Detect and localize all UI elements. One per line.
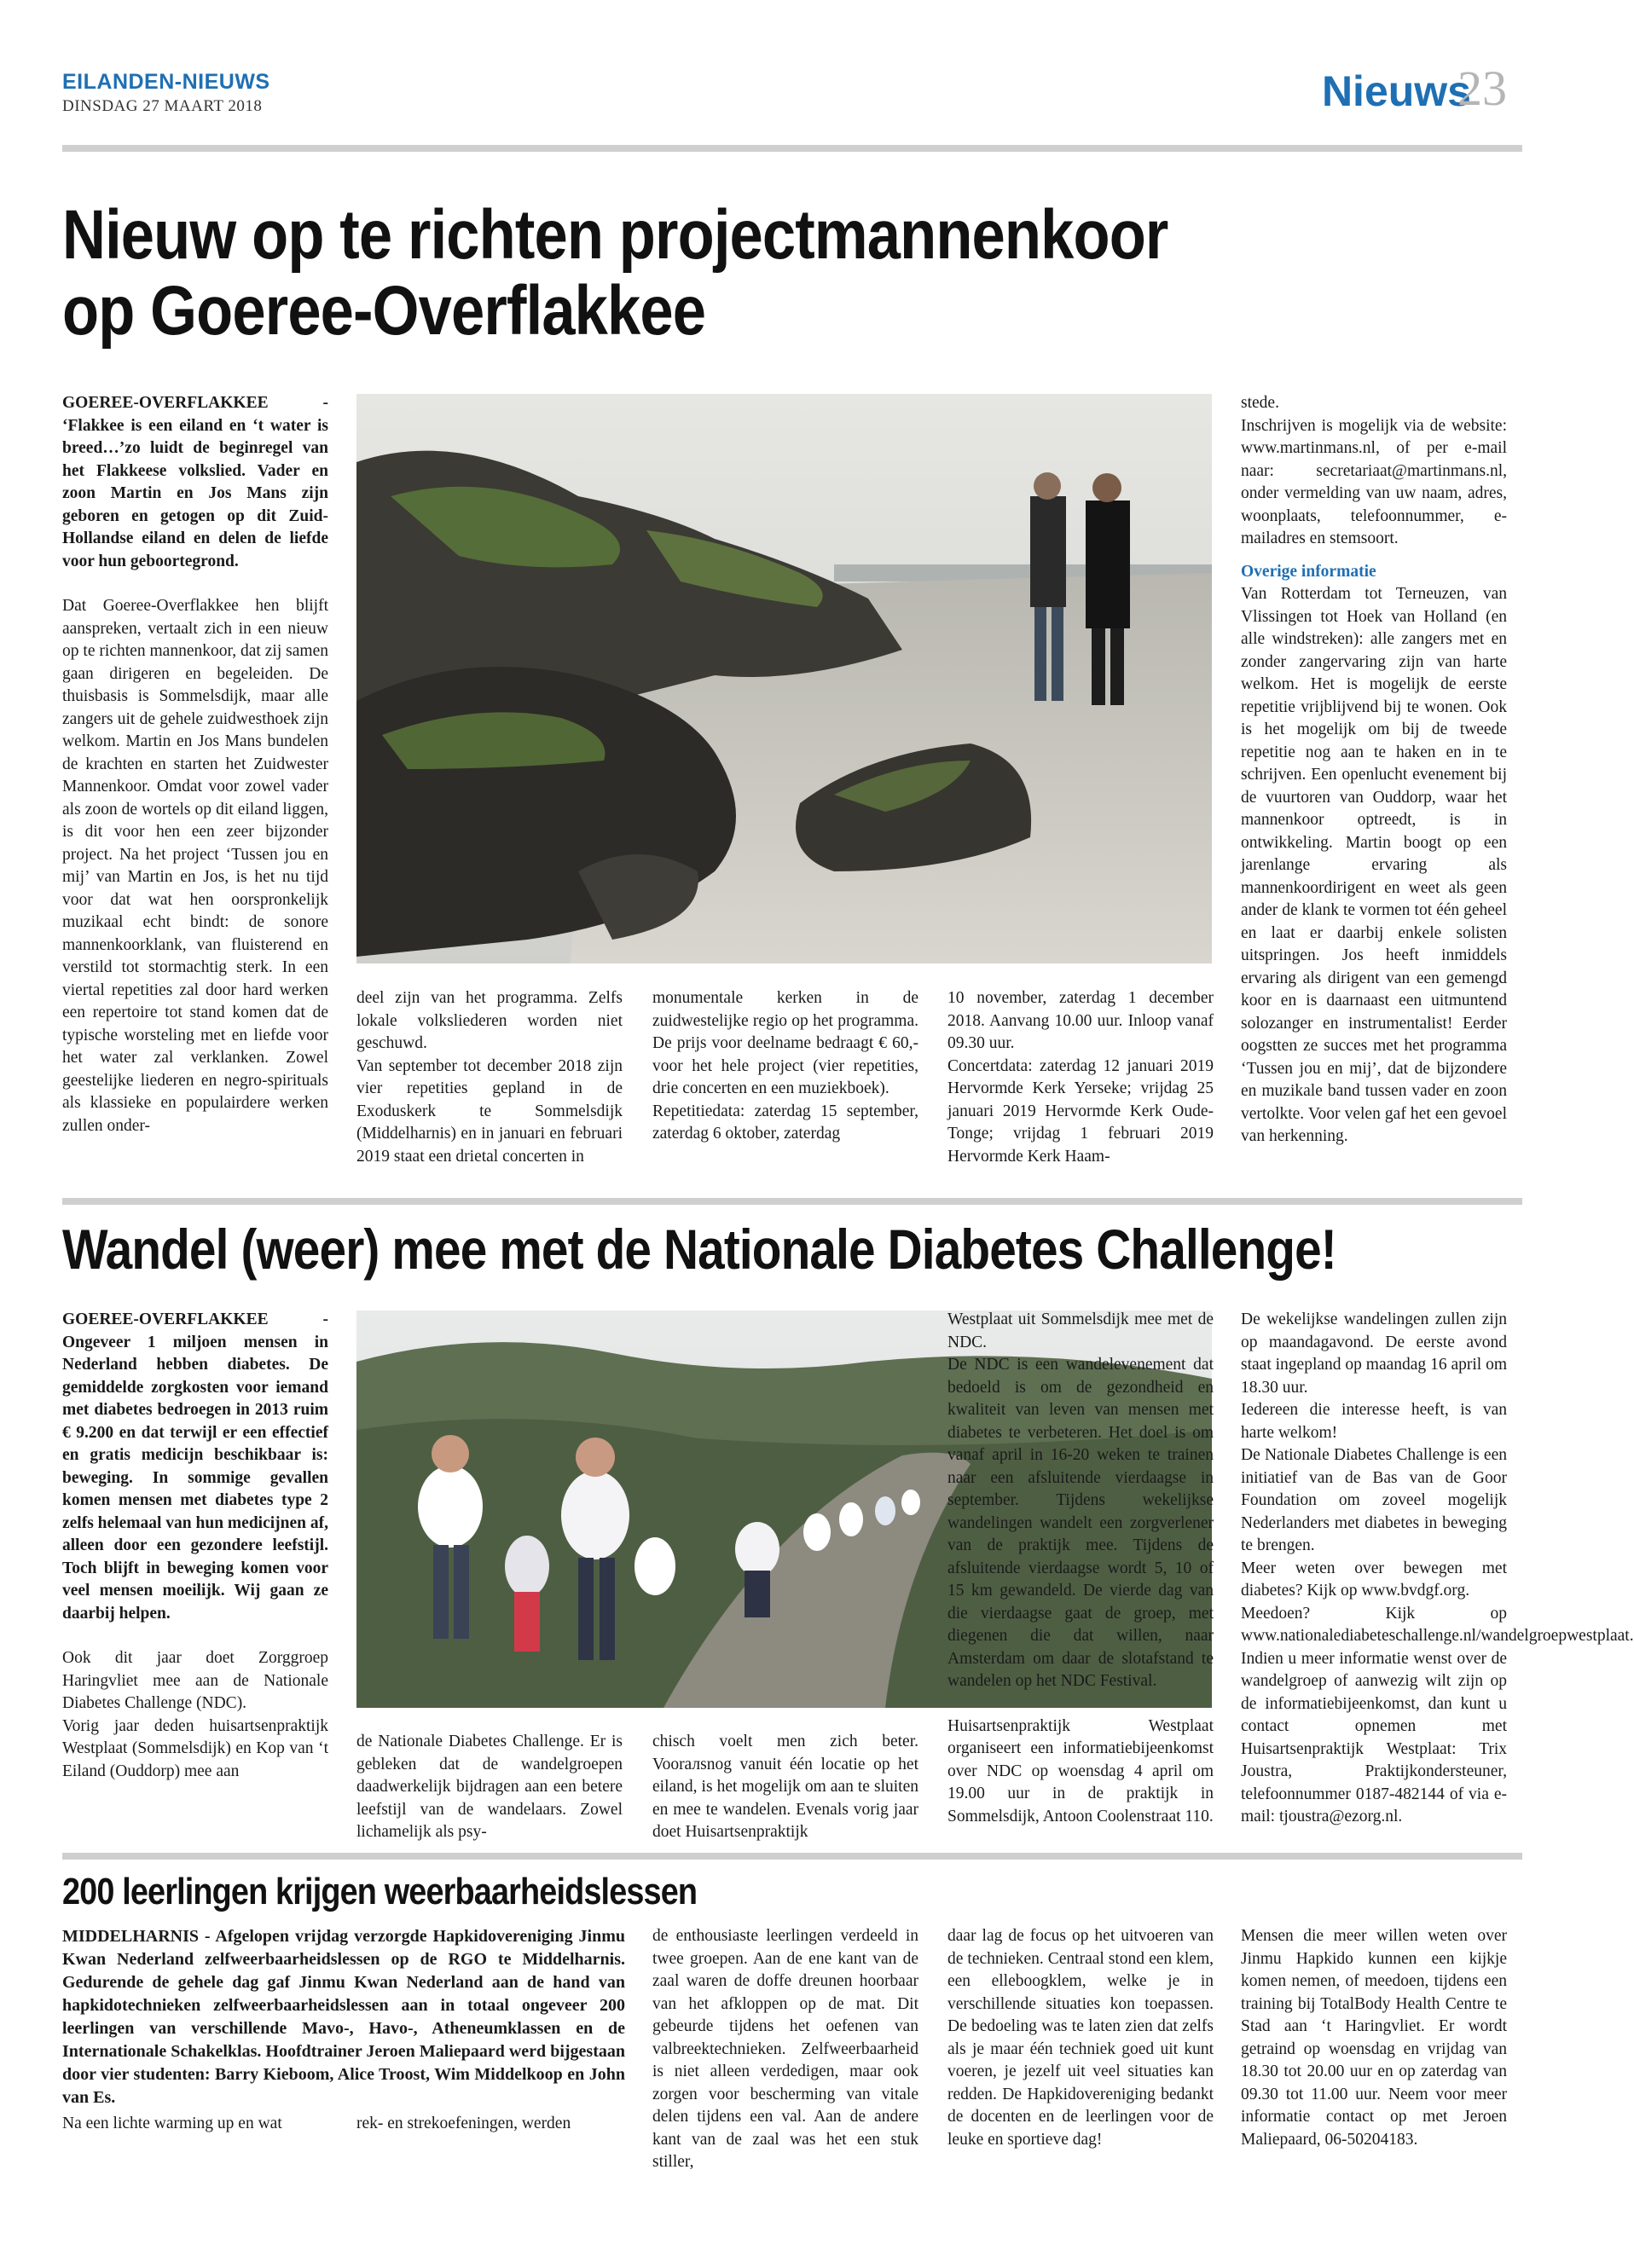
- article1-col2-p1: deel zijn van het programma. Zelfs lokale volksliederen worden niet geschuwd.: [356, 989, 623, 1052]
- article2-col5-p2: Iedereen die interesse heeft, is van harte welkom!: [1241, 1401, 1507, 1442]
- article1-headline-line1: Nieuw op te richten projectmannenkoor: [62, 196, 1168, 274]
- article3-col1: [62, 2113, 328, 2136]
- article1-col2-p2: Van september tot december 2018 zijn vier repetities gepland in de Exoduskerk te Sommelsdijk (Middelharnis) en in januari en februari 2019 staat een drietal concerten in: [356, 1056, 623, 1166]
- beach-photo: [356, 394, 1212, 963]
- article1-col4-p1: 10 november, zaterdag 1 december 2018. Aanvang 10.00 uur. Inloop vanaf 09.30 uur.: [947, 989, 1214, 1052]
- article2-col3-p1: chisch voelt men zich beter. Voorалsnog vanuit één locatie op het eiland, is het mogelijk om aan te sluiten en mee te wandelen. Evenals vorig jaar doet Huisartsenpraktijk: [652, 1733, 918, 1841]
- article2-headline: Wandel (weer) mee met de Nationale Diabetes Challenge!: [62, 1218, 1336, 1281]
- beach-photo-image: [356, 394, 1212, 963]
- masthead-logo: EILANDEN-NIEUWS: [62, 70, 270, 94]
- article3-col1-p1: Na een lichte warming up en wat: [62, 2115, 282, 2132]
- article2-col5: [1241, 1309, 1634, 1829]
- article2-col2-p1: de Nationale Diabetes Challenge. Er is gebleken dat de wandelgroepen daadwerkelijk bijdragen aan een betere leefstijl van de wandelaars. Zowel lichamelijk als psy-: [356, 1733, 623, 1841]
- article3-headline: 200 leerlingen krijgen weerbaarheidslessen: [62, 1871, 698, 1912]
- article1-col4-p2: Concertdata: zaterdag 12 januari 2019 Hervormde Kerk Yerseke; vrijdag 25 januari 2019 Hervormde Kerk Oude-Tonge; vrijdag 1 februari 2019 Hervormde Kerk Haam-: [947, 1056, 1214, 1166]
- article2-col3: [652, 1731, 918, 1844]
- article1-headline-line2: op Goeree-Overflakkee: [62, 271, 706, 350]
- article1-col1-body: Dat Goeree-Overflakkee hen blijft aanspreken, vertaalt zich in een nieuw op te richten mannenkoor, dat zij samen gaan dirigeren en begeleiden. De thuisbasis is Sommelsdijk, maar alle zangers uit de gehele zuidwesthoek zijn welkom. Martin en Jos Mans bundelen de krachten en starten het Zuidwester Mannenkoor. Omdat voor zowel vader als zoon de wortels op dit eiland liggen, is dit voor hen een zeer bijzonder project. Na het project ‘Tussen jou en mij’ van Martin en Jos, is het nu tijd voor dat wat hen oorspronkelijk muzikaal echt bindt: de sonore mannenkoorklank, van fluisterend en verstild tot stormachtig sterk. In een viertal repetities zal door hard werken een repertoire tot stand komen dat de typische worsteling met en liefde voor het water zal verklanken. Zowel geestelijke liederen en negro-spirituals als klassieke en populairdere werken zullen onder-: [62, 597, 328, 1135]
- article3-lead: MIDDELHARNIS - Afgelopen vrijdag verzorgde Hapkidovereniging Jinmu Kwan Nederland zelfweerbaarheidslessen op de RGO te Middelharnis. Gedurende de gehele dag gaf Jinmu Kwan Nederland aan de hand van hapkidotechnieken zelfweerbaarheidslessen aan in totaal ongeveer 200 leerlingen van verschillende Mavo-, Havo-, Atheneumklassen en de Internationale Schakelklas. Hoofdtrainer Jeroen Maliepaard werd bijgestaan door vier studenten: Barry Kieboom, Alice Troost, Wim Middelkoop en John van Es.: [62, 1927, 625, 2107]
- article2-headline-wrap: [62, 1219, 1529, 1280]
- article2-col5-p4: Meer weten over bewegen met diabetes? Kijk op www.bvdgf.org.: [1241, 1559, 1507, 1600]
- article3-col5-p1: Mensen die meer willen weten over Jinmu Hapkido kunnen een kijkje komen nemen, of meedoen, tijdens een training bij TotalBody Health Centre te Stad aan ‘t Haringvliet. Er wordt getraind op woensdag en vrijdag van 18.30 tot 20.00 uur en op zaterdag van 09.30 tot 11.00 uur. Neem voor meer informatie contact op met Jeroen Maliepaard, 06-50204183.: [1241, 1927, 1507, 2149]
- article3-headline-wrap: [62, 1872, 1529, 1912]
- masthead-date: DINSDAG 27 MAART 2018: [62, 97, 263, 115]
- section-name: Nieuws: [1321, 67, 1471, 115]
- article2-col2: [356, 1731, 623, 1844]
- divider-rule-1: [62, 1198, 1522, 1205]
- article2-col1-p1: Ook dit jaar doet Zorggroep Haringvliet mee aan de Nationale Diabetes Challenge (NDC).: [62, 1649, 328, 1712]
- article1-col5-p3: Van Rotterdam tot Terneuzen, van Vlissingen tot Hoek van Holland (en alle windstreken): alle zangers met en zonder zangervaring zijn van harte welkom. Het is mogelijk de eerste repetitie vrijblijvend bij te wonen. Ook is het mogelijk om bij de tweede repetitie nog aan te haken en in te schrijven. Een openlucht evenement bij de vuurtoren van Ouddorp, waar het mannenkoor optreedt, is in ontwikkeling. Martin boogt op een jarenlange ervaring als mannenkoordirigent en weet als geen ander de klank te vormen tot één geheel en laat er daarbij enkele solisten uitspringen. Jos heeft inmiddels ervaring als dirigent van een gemengd koor en is daarnaast een uitmuntend solozanger en instrumentalist! Eerder oogstten ze succes met het programma ‘Tussen jou en mij’, dat de bijzondere en muzikale band tussen vader en zoon vertolkte. Voor velen gaf het een gevoel van herkenning.: [1241, 585, 1507, 1145]
- article3-col4-p1: daar lag de focus op het uitvoeren van de technieken. Centraal stond een klem, een elleboogklem, welke je in verschillende situaties kon toepassen. De bedoeling was te laten zien dat zelfs als je maar één techniek goed uit kunt voeren, je jezelf uit veel situaties kan redden. De Hapkidovereniging bedankt de docenten en de leerlingen voor de leuke en sportieve dag!: [947, 1927, 1214, 2149]
- article2-col4-p1: Westplaat uit Sommelsdijk mee met de NDC.: [947, 1310, 1214, 1351]
- article2-col5-p1: De wekelijkse wandelingen zullen zijn op maandagavond. De eerste avond staat ingepland op maandag 16 april om 18.30 uur.: [1241, 1310, 1507, 1397]
- article2-col4-p3: Huisartsenpraktijk Westplaat organiseert een informatiebijeenkomst over NDC op woensdag 4 april om 19.00 uur in de praktijk in Sommelsdijk, Antoon Coolenstraat 110.: [947, 1716, 1214, 1825]
- article1-col4: [947, 987, 1214, 1168]
- article2-col4-p2: De NDC is een wandelevenement dat bedoeld is om de gezondheid en kwaliteit van leven van mensen met diabetes te verbeteren. Het doel is om vanaf april in 16-20 weken te trainen naar een afsluitende vierdaagse in september. Tijdens wekelijkse wandelingen wandelt een zorgverlener van de praktijk mee. Tijdens de afsluitende vierdaagse wordt 5, 10 of 15 km gewandeld. De vierde dag van die vierdaagse gaat de groep, met diegenen die dat willen, naar Amsterdam om daar de slotafstand te wandelen op het NDC Festival.: [947, 1356, 1214, 1690]
- page-number: 23: [1457, 61, 1507, 116]
- article3-col2: [356, 2113, 623, 2136]
- article3-col3: [652, 1925, 918, 2174]
- article1-col3-p1: monumentale kerken in de zuidwestelijke regio op het programma. De prijs voor deelname bedraagt € 60,- voor het hele project (vier repetities, drie concerten en een muziekboek).: [652, 989, 918, 1097]
- article2-col5-p6: Indien u meer informatie wenst over de wandelgroep of aanwezig wilt zijn op de informatiebijeenkomst, dan kunt u contact opnemen met Huisartsenpraktijk Westplaat: Trix Joustra, Praktijkondersteuner, telefoonnummer 0187-482144 of via e-mail: tjoustra@ezorg.nl.: [1241, 1649, 1507, 1825]
- article3-col3-p1: de enthousiaste leerlingen verdeeld in twee groepen. Aan de ene kant van de zaal waren de doffe dreunen hoorbaar van het afkloppen op de mat. Dit gebeurde tijdens het oefenen van valbreektechnieken. Zelfweerbaarheid is niet alleen verdedigen, maar ook zorgen voor bescherming van vitale delen tijdens een val. Aan de andere kant van de zaal was het een stuk stiller,: [652, 1927, 918, 2171]
- article3-col4: [947, 1925, 1214, 2151]
- article1-col2: [356, 987, 623, 1168]
- article2-col1-p2: Vorig jaar deden huisartsenpraktijk Westplaat (Sommelsdijk) en Kop van ‘t Eiland (Ouddorp) mee aan: [62, 1716, 328, 1780]
- article1-col5: [1241, 392, 1507, 1148]
- divider-rule-2: [62, 1853, 1522, 1860]
- article1-col5-p1: stede.: [1241, 394, 1279, 412]
- top-rule: [62, 145, 1522, 152]
- article1-col1: [62, 392, 328, 1137]
- article2-col5-p3: De Nationale Diabetes Challenge is een initiatief van de Bas van de Goor Foundation om zoveel mogelijk Nederlanders met diabetes in beweging te brengen.: [1241, 1446, 1507, 1554]
- article1-col5-subhead: Overige informatie: [1241, 562, 1376, 581]
- article2-lead: GOEREE-OVERFLAKKEE - Ongeveer 1 miljoen mensen in Nederland hebben diabetes. De gemiddelde zorgkosten voor iemand met diabetes bedroegen in 2013 ruim € 9.200 en dat terwijl er een effectief en gratis medicijn beschikbaar is: beweging. In sommige gevallen komen mensen met diabetes type 2 zelfs helemaal van hun medicijnen af, alleen door een gezondere leefstijl. Toch blijft in beweging komen voor veel mensen moeilijk. Wij gaan ze daarbij helpen.: [62, 1310, 328, 1623]
- article2-col5-p5: Meedoen? Kijk op www.nationalediabeteschallenge.nl/wandelgroepwestplaat.: [1241, 1604, 1634, 1645]
- article1-col5-p2: Inschrijven is mogelijk via de website: www.martinmans.nl, of per e-mail naar: secretariaat@martinmans.nl, onder vermelding van uw naam, adres, woonplaats, telefoonnummer, e-mailadres en stemsoort.: [1241, 416, 1507, 547]
- article1-headline: [62, 198, 1529, 349]
- article3-col2-p1: rek- en strekoefeningen, werden: [356, 2115, 571, 2132]
- article1-lead: GOEREE-OVERFLAKKEE - ‘Flakkee is een eiland en ‘t water is breed…’zo luidt de beginregel van het Flakkeese volkslied. Vader en zoon Martin en Jos Mans zijn geboren en getogen op dit Zuid-Hollandse eiland en delen de liefde voor hun geboortegrond.: [62, 394, 328, 570]
- article2-col4: [947, 1309, 1214, 1828]
- article2-col1: [62, 1309, 328, 1783]
- article3-col5: [1241, 1925, 1507, 2151]
- article1-col3-p2: Repetitiedata: zaterdag 15 september, zaterdag 6 oktober, zaterdag: [652, 1102, 918, 1143]
- article1-col3: [652, 987, 918, 1146]
